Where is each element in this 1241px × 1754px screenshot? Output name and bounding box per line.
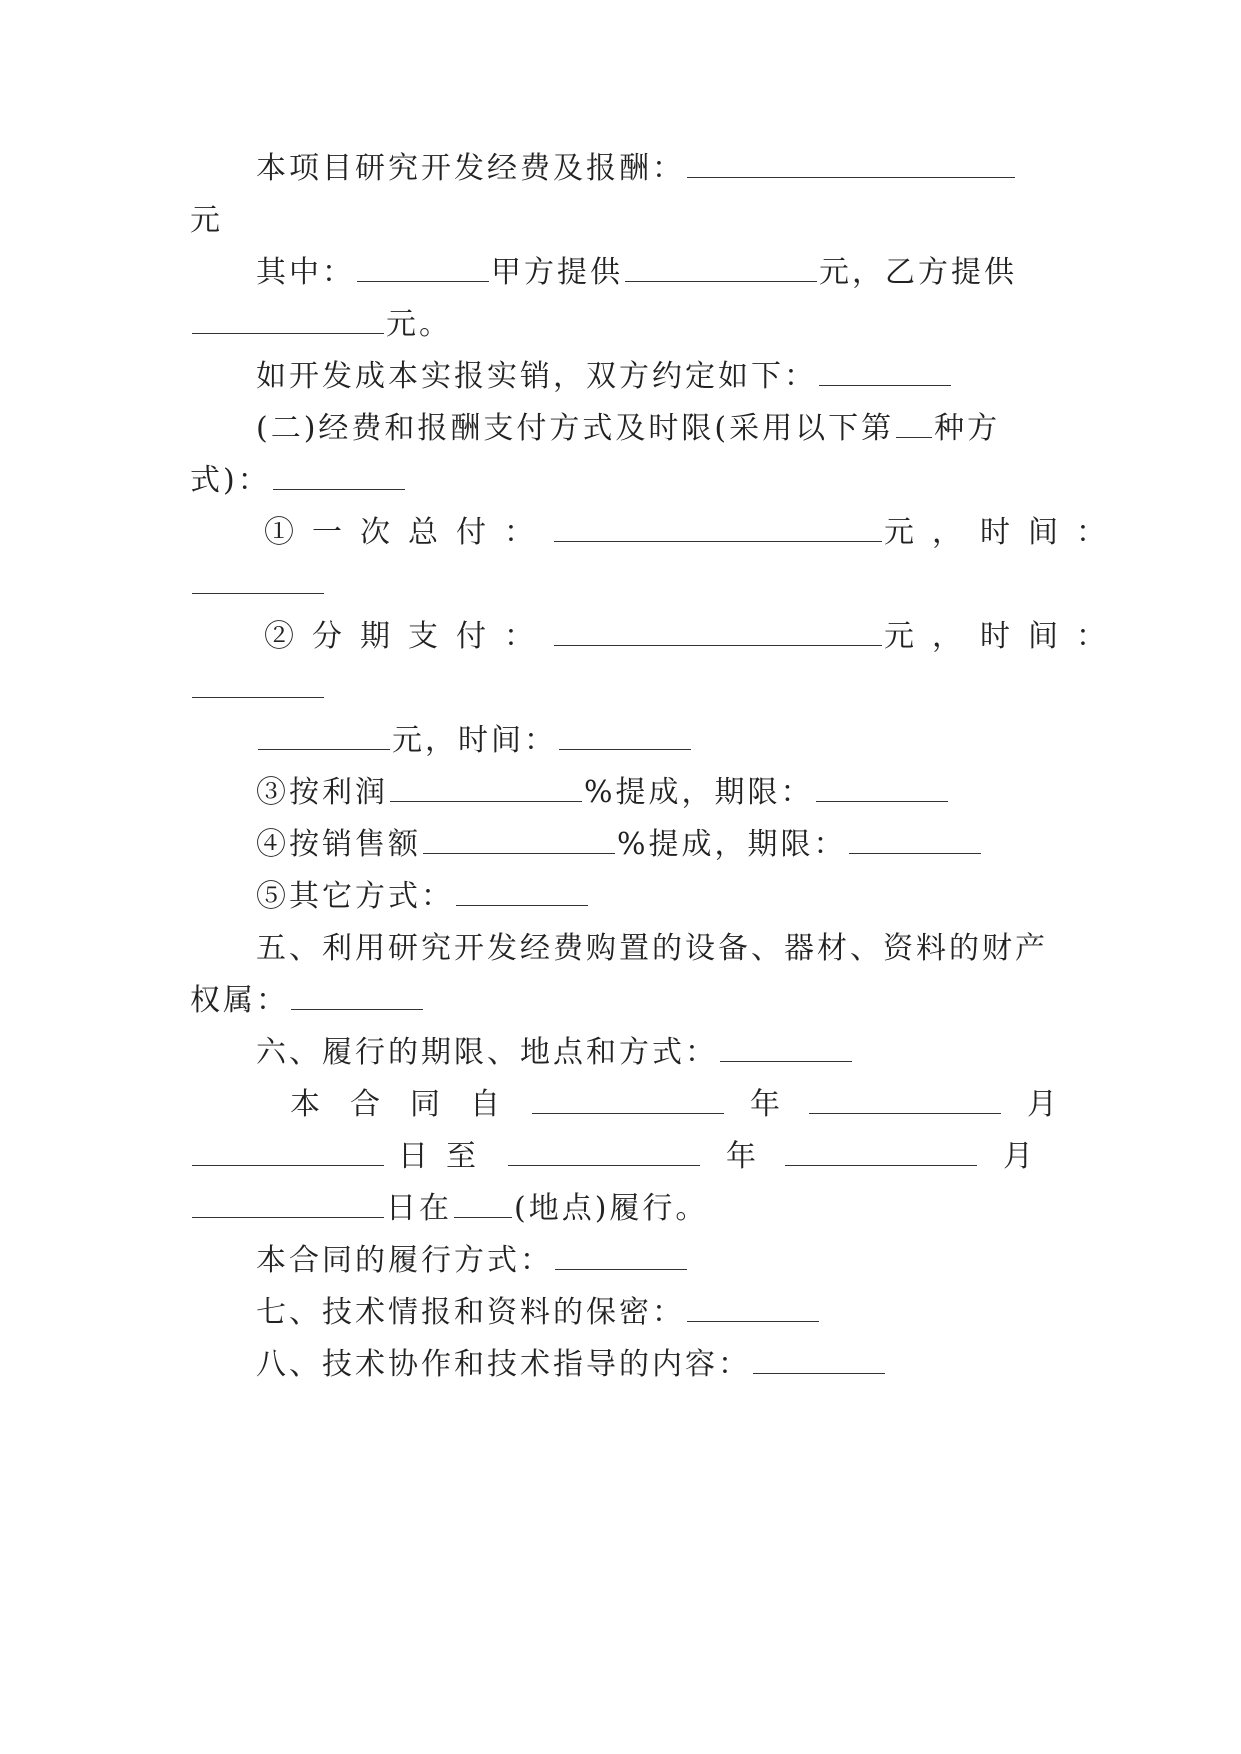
yuan-unit: 元 xyxy=(190,203,223,238)
performance-method-label: 本合同的履行方式： xyxy=(256,1243,553,1278)
line-payment-method xyxy=(190,400,1116,458)
line-section-seven xyxy=(190,1284,1116,1342)
line-lump-sum-time xyxy=(190,556,1050,614)
breakdown-label: 其中： xyxy=(256,255,355,290)
installment-time-label: 元，时间： xyxy=(884,619,1124,654)
sales-percent-blank[interactable] xyxy=(423,829,615,854)
end-month-blank[interactable] xyxy=(785,1141,977,1166)
ownership-label: 权属： xyxy=(190,983,289,1018)
cost-reimburse-label: 如开发成本实报实销，双方约定如下： xyxy=(256,359,817,394)
breakdown-blank[interactable] xyxy=(357,257,489,282)
research-fee-blank[interactable] xyxy=(687,153,1015,178)
method-number-blank[interactable] xyxy=(896,413,932,438)
method-end-blank[interactable] xyxy=(273,465,405,490)
line-performance-method xyxy=(190,1232,1116,1290)
installment-2-amount-blank[interactable] xyxy=(258,725,390,750)
start-day-blank[interactable] xyxy=(192,1141,384,1166)
party-a-amount-blank[interactable] xyxy=(625,257,817,282)
line-installment-2 xyxy=(190,712,1116,770)
location-suffix: (地点)履行。 xyxy=(514,1191,709,1226)
term-start-label: 本合同自 xyxy=(290,1087,530,1122)
line-yuan xyxy=(190,192,1050,250)
line-method-end xyxy=(190,452,1050,510)
line-section-eight xyxy=(190,1336,1116,1394)
end-year-unit: 年 xyxy=(726,1139,759,1174)
profit-percent-blank[interactable] xyxy=(390,777,582,802)
party-a-label: 甲方提供 xyxy=(491,255,623,290)
profit-share-label: ③按利润 xyxy=(256,775,388,810)
line-term-end xyxy=(190,1128,1050,1186)
location-label: 日在 xyxy=(386,1191,452,1226)
line-breakdown xyxy=(190,244,1116,302)
start-year-blank[interactable] xyxy=(532,1089,724,1114)
installment-2-time-label: 元，时间： xyxy=(392,723,557,758)
method-end-label: 式)： xyxy=(190,463,271,498)
lump-sum-time-blank[interactable] xyxy=(192,569,324,594)
other-method-blank[interactable] xyxy=(456,881,588,906)
end-day-blank[interactable] xyxy=(192,1193,384,1218)
sales-term-blank[interactable] xyxy=(849,829,981,854)
start-year-unit: 年 xyxy=(750,1087,783,1122)
line-section-six xyxy=(190,1024,1116,1082)
research-fee-label: 本项目研究开发经费及报酬： xyxy=(256,151,685,186)
end-year-blank[interactable] xyxy=(508,1141,700,1166)
start-month-blank[interactable] xyxy=(809,1089,1001,1114)
line-other-method xyxy=(190,868,1116,926)
line-installment xyxy=(190,608,1124,666)
yuan-period: 元。 xyxy=(386,307,452,342)
section-eight-title: 八、技术协作和技术指导的内容： xyxy=(256,1347,751,1382)
installment-time-blank[interactable] xyxy=(192,673,324,698)
line-lump-sum xyxy=(190,504,1124,562)
line-profit-share xyxy=(190,764,1116,822)
lump-sum-label: ①一次总付： xyxy=(264,515,552,550)
sales-share-label: ④按销售额 xyxy=(256,827,421,862)
term-end-label: 日至 xyxy=(398,1139,494,1174)
section-five-title: 五、利用研究开发经费购置的设备、器材、资料的财产 xyxy=(256,931,1048,966)
cost-reimburse-blank[interactable] xyxy=(819,361,951,386)
payment-method-suffix: 种方 xyxy=(934,411,1001,446)
line-term-start xyxy=(190,1076,1150,1134)
line-section-five xyxy=(190,920,1116,978)
section-seven-title: 七、技术情报和资料的保密： xyxy=(256,1295,685,1330)
party-b-label: 元，乙方提供 xyxy=(819,255,1017,290)
lump-sum-time-label: 元，时间： xyxy=(884,515,1124,550)
section-seven-blank[interactable] xyxy=(687,1297,819,1322)
installment-2-time-blank[interactable] xyxy=(559,725,691,750)
performance-method-blank[interactable] xyxy=(555,1245,687,1270)
profit-term-blank[interactable] xyxy=(816,777,948,802)
party-b-amount-blank[interactable] xyxy=(192,309,384,334)
location-blank[interactable] xyxy=(454,1193,512,1218)
line-location xyxy=(190,1180,1050,1238)
line-installment-time xyxy=(190,660,1050,718)
other-method-label: ⑤其它方式： xyxy=(256,879,454,914)
line-research-fee xyxy=(190,140,1116,198)
line-sales-share xyxy=(190,816,1116,874)
end-month-unit: 月 xyxy=(1003,1139,1036,1174)
sales-term-label: %提成，期限： xyxy=(617,827,847,862)
lump-sum-amount-blank[interactable] xyxy=(554,517,882,542)
payment-method-label: (二)经费和报酬支付方式及时限(采用以下第 xyxy=(256,411,895,446)
section-six-blank[interactable] xyxy=(720,1037,852,1062)
installment-amount-blank[interactable] xyxy=(554,621,882,646)
line-party-b-amount xyxy=(190,296,1050,354)
installment-label: ②分期支付： xyxy=(264,619,552,654)
line-cost-reimburse xyxy=(190,348,1116,406)
start-month-unit: 月 xyxy=(1027,1087,1060,1122)
profit-term-label: %提成，期限： xyxy=(584,775,814,810)
section-eight-blank[interactable] xyxy=(753,1349,885,1374)
line-ownership xyxy=(190,972,1050,1030)
ownership-blank[interactable] xyxy=(291,985,423,1010)
section-six-title: 六、履行的期限、地点和方式： xyxy=(256,1035,718,1070)
